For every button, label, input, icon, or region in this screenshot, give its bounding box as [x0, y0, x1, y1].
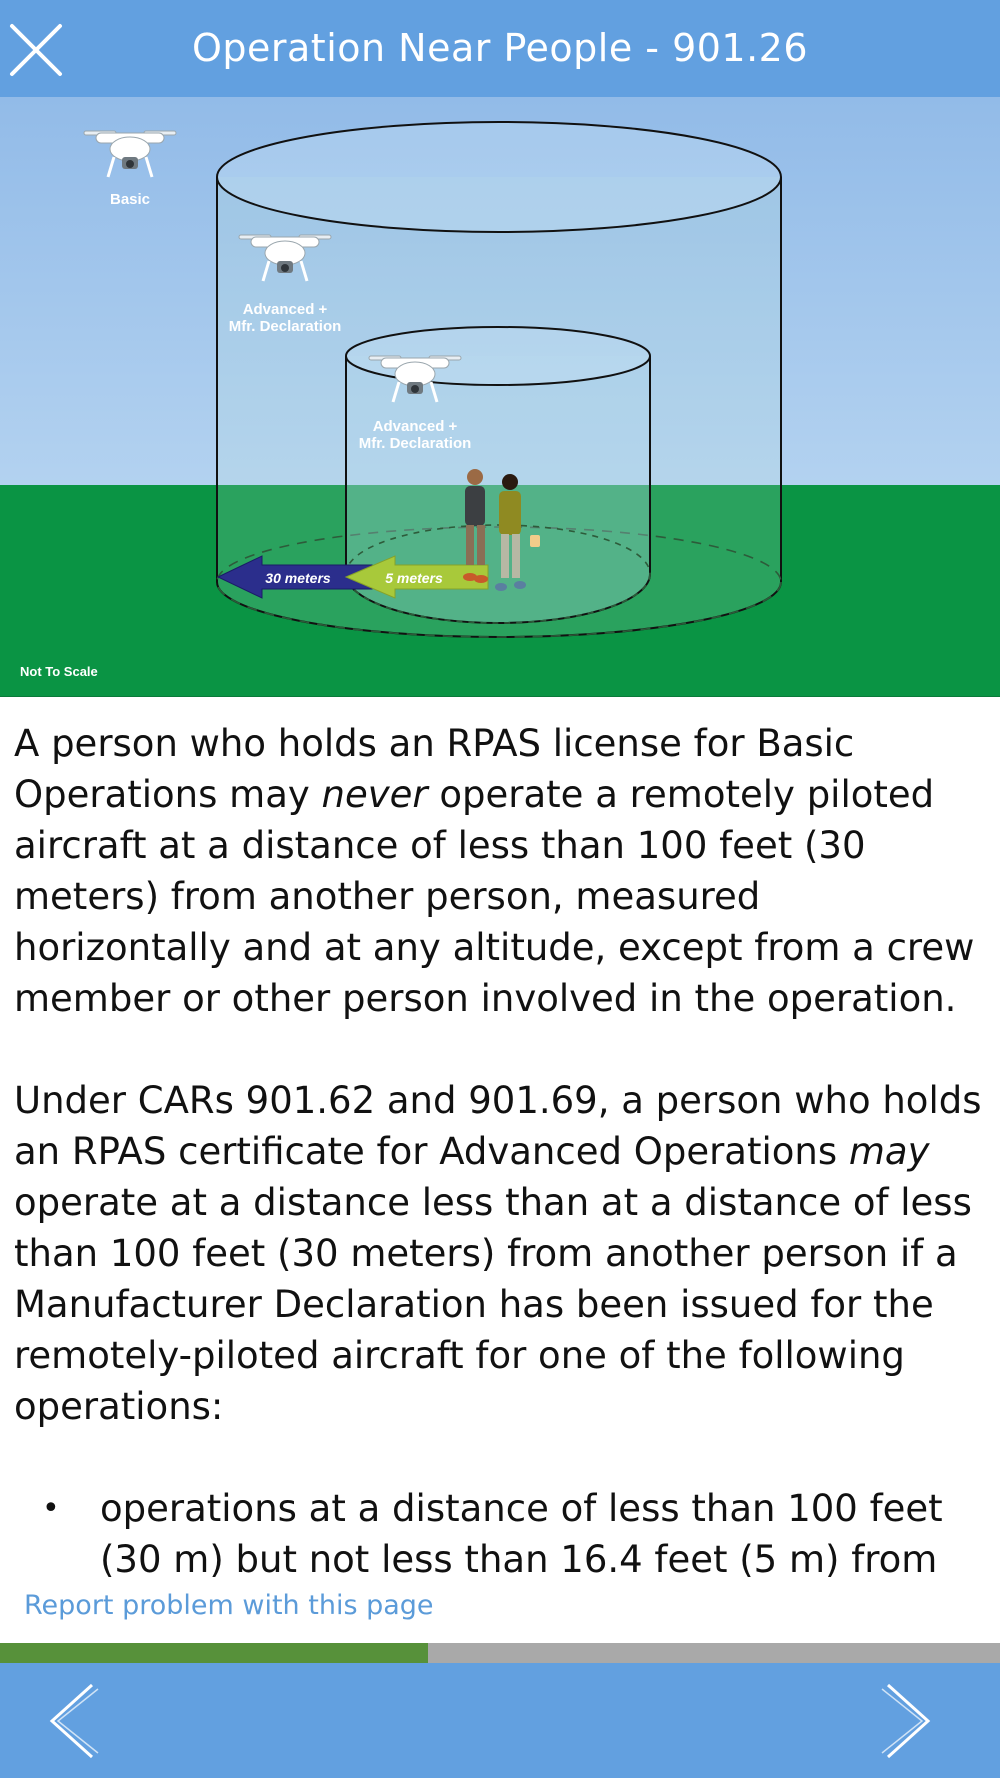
drone-advanced-inner-label-line2: Mfr. Declaration: [358, 435, 472, 452]
header-bar: [0, 0, 1000, 97]
report-problem-link[interactable]: Report problem with this page: [24, 1590, 434, 1621]
drone-advanced-outer-label-line1: Advanced +: [242, 301, 328, 318]
arrow-5-label: 5 meters: [385, 570, 443, 586]
operations-list: [14, 1483, 986, 1580]
operation-diagram: [0, 97, 1000, 697]
progress-fill: [0, 1643, 428, 1663]
drone-advanced-inner-label-line1: Advanced +: [372, 418, 458, 435]
chevron-left-icon[interactable]: [40, 1681, 120, 1761]
not-to-scale-note: Not To Scale: [20, 664, 98, 679]
progress-bar: [0, 1643, 1000, 1663]
emphasis-may: may: [848, 1130, 930, 1173]
paragraph-advanced-operations: Under CARs 901.62 and 901.69, a person who holds an RPAS certificate for Advanced Operations may operate at a distance less than at a distance of less than 100 feet (30 meters) from another person if a Manufacturer Declaration has been issued for the remotely-piloted aircraft for one of the following operations:: [14, 1079, 982, 1428]
list-item: • operations at a distance of less than 100 feet (30 m) but not less than 16.4 feet (5 m) from: [100, 1483, 986, 1580]
emphasis-never: never: [321, 773, 428, 816]
article-content: [0, 700, 1000, 1580]
bottom-nav-bar: [0, 1663, 1000, 1778]
drone-basic-label: Basic: [109, 191, 151, 208]
page-title: Operation Near People - 901.26: [191, 26, 809, 70]
drone-advanced-outer-label-line2: Mfr. Declaration: [228, 318, 342, 335]
chevron-right-icon[interactable]: [860, 1681, 940, 1761]
arrow-30-label: 30 meters: [265, 570, 331, 586]
paragraph-basic-operations: A person who holds an RPAS license for Basic Operations may never operate a remotely piloted aircraft at a distance of less than 100 feet (30 meters) from another person, measured horizontally and at any altitude, except from a crew member or other person involved in the operation.: [14, 722, 975, 1020]
